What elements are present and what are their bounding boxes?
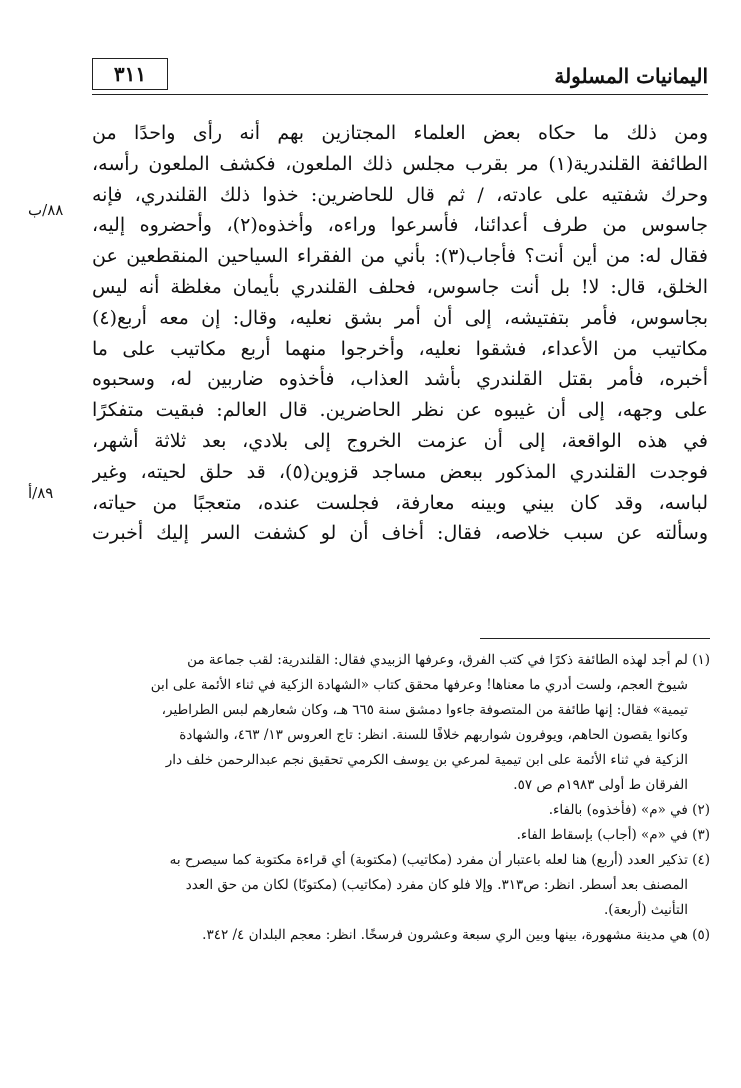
text-line: مكاتيب من الأعداء، فشقوا نعليه، وأخرجوا منهما أربع مكاتيب على ما <box>92 337 708 360</box>
text-line: لباسه، وقد كان بيني وبينه معارفة، فجلست عنده، متعجبًا من حياته، <box>92 491 708 514</box>
footnote-1 <box>92 648 710 798</box>
header-rule <box>92 94 708 95</box>
footnote-4 <box>92 848 710 923</box>
footnote-line: (٣) في «م» (أجاب) بإسقاط الفاء. <box>516 827 710 843</box>
footnote-line: وكانوا يقصون الحاهم، ويوفرون شواربهم خلافًا للسنة. انظر: تاج العروس ١٣/ ٤٦٣، والشهادة <box>179 727 688 743</box>
footnote-line: (٢) في «م» (فأخذوه) بالفاء. <box>548 802 710 818</box>
running-title: اليمانيات المسلولة <box>554 64 708 88</box>
footnote-line: (٤) تذكير العدد (أربع) هنا لعله باعتبار أن مفرد (مكاتيب) (مكتوبة) أي قراءة مكتوبة كما سيصرح به <box>169 852 710 868</box>
footnote-line: شيوخ العجم، ولست أدري ما معناها! وعرفها محقق كتاب «الشهادة الزكية في ثناء الأئمة على ابن <box>150 677 688 693</box>
footnote-3 <box>92 823 710 848</box>
footnote-5 <box>92 923 710 948</box>
text-line: فقال له: من أين أنت؟ فأجاب(٣): بأني من الفقراء السياحين المنقطعين عن <box>92 245 708 268</box>
main-text <box>92 118 708 549</box>
text-line: الخلق، قال: لا! بل أنت جاسوس، فحلف القلندري بأيمان مغلظة أنه ليس <box>92 275 708 298</box>
text-line: ومن ذلك ما حكاه بعض العلماء المجتازين بهم أنه رأى واحدًا من <box>92 122 708 144</box>
footnote-line: المصنف بعد أسطر. انظر: ص٣١٣. وإلا فلو كان مفرد (مكاتيب) (مكتوبًا) لكان من حق العدد <box>185 877 688 893</box>
footnote-line: (١) لم أجد لهذه الطائفة ذكرًا في كتب الفرق، وعرفها الزبيدي فقال: القلندرية: لقب جماعة من <box>187 652 710 668</box>
text-line: أخبره، فأمر بقتل القلندري بأشد العذاب، فأخذوه ضاربين له، وسحبوه <box>92 368 708 391</box>
text-line: فوجدت القلندري المذكور ببعض مساجد قزوين(٥)، قد حلق لحيته، وغير <box>92 460 708 483</box>
footnotes <box>92 648 710 948</box>
text-line: بجاسوس، فأمر بتفتيشه، إلى أن أمر بشق نعليه، وقال: إن معه أربع(٤) <box>92 306 708 329</box>
footnote-line: الفرقان ط أولى ١٩٨٣م ص ٥٧. <box>513 777 688 793</box>
footnote-2 <box>92 798 710 823</box>
page-number: ٣١١ <box>92 58 168 90</box>
text-line: في هذه الواقعة، إلى أن عزمت الخروج إلى بلادي، بعد ثلاثة أشهر، <box>92 429 708 452</box>
margin-note-folio: ٨٩/أ <box>28 484 54 502</box>
text-line: الطائفة القلندرية(١) مر بقرب مجلس ذلك الملعون، فكشف الملعون رأسه، <box>92 152 708 175</box>
text-line: وسألته عن سبب خلاصه، فقال: أخاف أن لو كشفت السر إليك أخبرت <box>92 522 708 545</box>
footnote-separator <box>480 638 710 639</box>
text-line: على وجهه، إلى أن غيبوه عن نظر الحاضرين. قال العالم: فبقيت متفكرًا <box>92 399 708 422</box>
footnote-line: التأنيث (أربعة). <box>603 902 688 918</box>
text-line: وحرك شفتيه على عادته، / ثم قال للحاضرين: خذوا ذلك القلندري، فإنه <box>92 183 708 206</box>
text-line: جاسوس من طرف أعدائنا، فأسرعوا وراءه، وأخذوه(٢)، وأحضروه إليه، <box>92 214 708 237</box>
footnote-line: (٥) هي مدينة مشهورة، بينها وبين الري سبعة وعشرون فرسخًا. انظر: معجم البلدان ٤/ ٣٤٢. <box>202 927 710 943</box>
footnote-line: الزكية في ثناء الأئمة على ابن تيمية لمرعي بن يوسف الكرمي تحقيق نجم عبدالرحمن خلف دار <box>165 752 688 768</box>
footnote-line: تيمية» فقال: إنها طائفة من المتصوفة جاءوا دمشق سنة ٦٦٥ هـ، وكان شعارهم لبس الطراطير، <box>161 702 688 718</box>
margin-note-folio: ٨٨/ب <box>28 201 64 219</box>
page-header <box>92 54 708 98</box>
